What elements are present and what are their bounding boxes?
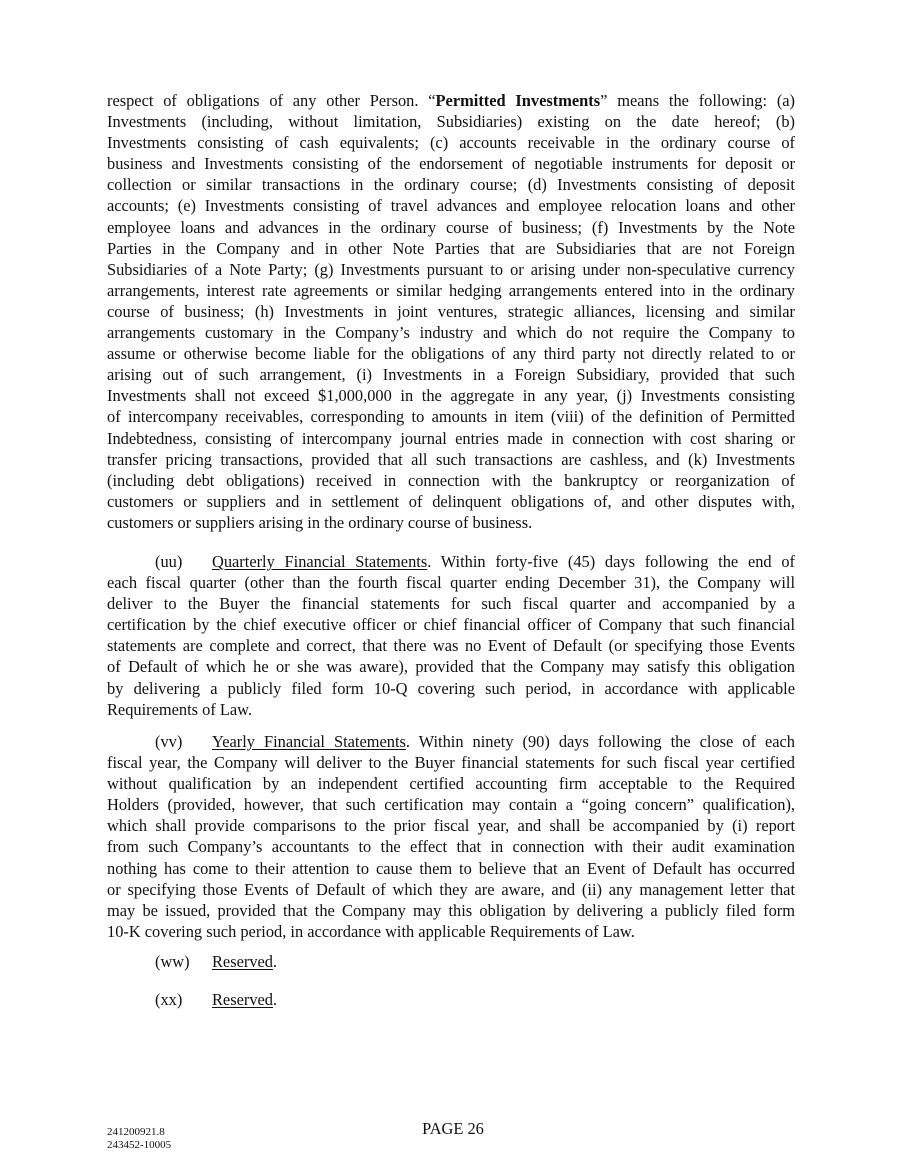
text-line: may be issued, provided that the Company may this obligation by delivering a publicly filed form <box>107 900 795 920</box>
text-line: each fiscal quarter (other than the fourth fiscal quarter ending December 31), the Company will <box>107 573 795 593</box>
text: . Within ninety (90) days following the close of each <box>405 732 795 751</box>
section-label: (uu) <box>155 552 183 571</box>
text-line: Parties in the Company and in other Note Parties that are Subsidiaries that are not Foreign <box>107 238 795 258</box>
text-line: course of business; (h) Investments in joint ventures, strategic alliances, licensing and similar <box>107 301 795 321</box>
section-ww-reserved <box>107 951 795 972</box>
text: . Within forty-five (45) days following the end of <box>427 552 795 571</box>
text: respect of obligations of any other Person. “ <box>107 91 436 110</box>
text-line: which shall provide comparisons to the prior fiscal year, and shall be accompanied by (i) report <box>107 816 795 836</box>
text-line: of intercompany receivables, corresponding to amounts in item (viii) of the definition of Permitted <box>107 407 795 427</box>
text-line: statements are complete and correct, that there was no Event of Default (or specifying those Events <box>107 636 795 656</box>
text-line: customers or suppliers arising in the ordinary course of business. <box>107 512 533 532</box>
text-line: Holders (provided, however, that such certification may contain a “going concern” qualification), <box>107 795 795 815</box>
text-line: of Default of which he or she was aware), provided that the Company may satisfy this obligation <box>107 657 795 677</box>
section-vv-yearly-financial-statements <box>107 731 795 942</box>
text-line: deliver to the Buyer the financial statements for such fiscal quarter and accompanied by a <box>107 594 795 614</box>
text-line: nothing has come to their attention to cause them to believe that an Event of Default has occurred <box>107 858 795 878</box>
text-line: or specifying those Events of Default of which they are aware, and (ii) any management letter that <box>107 879 795 899</box>
text-line: from such Company’s accountants to the effect that in connection with their audit examination <box>107 837 795 857</box>
text-line: Requirements of Law. <box>107 699 253 719</box>
text-line: Investments shall not exceed $1,000,000 in the aggregate in any year, (j) Investments consisting <box>107 386 795 406</box>
doc-id-line: 243452-10005 <box>107 1139 172 1151</box>
text-line: without qualification by an independent certified accounting firm acceptable to the Required <box>107 774 795 794</box>
text-line: arising out of such arrangement, (i) Investments in a Foreign Subsidiary, provided that such <box>107 365 795 385</box>
section-label: (xx) <box>155 990 183 1009</box>
text-line: assume or otherwise become liable for the obligations of any third party not directly related to or <box>107 344 795 364</box>
text-line: arrangements customary in the Company’s industry and which do not require the Company to <box>107 323 795 343</box>
text-line: (including debt obligations) received in connection with the bankruptcy or reorganization of <box>107 470 795 490</box>
text: ” means the following: (a) <box>600 91 796 110</box>
text-line: accounts; (e) Investments consisting of travel advances and employee relocation loans and other <box>107 196 795 216</box>
text-line: fiscal year, the Company will deliver to the Buyer financial statements for such fiscal year certified <box>107 753 795 773</box>
text-line: certification by the chief executive officer or chief financial officer of Company that such financial <box>107 615 795 635</box>
text-line <box>107 551 795 572</box>
section-xx-reserved <box>107 989 795 1010</box>
text-line: Investments consisting of cash equivalents; (c) accounts receivable in the ordinary course of <box>107 133 795 153</box>
text-line: employee loans and advances in the ordinary course of business; (f) Investments by the Note <box>107 217 795 237</box>
text: . <box>273 990 278 1009</box>
text-line: 10-K covering such period, in accordance with applicable Requirements of Law. <box>107 921 635 941</box>
text-line: Investments (including, without limitation, Subsidiaries) existing on the date hereof; (b) <box>107 112 795 132</box>
section-title: Quarterly Financial Statements <box>212 552 428 571</box>
text-line: by delivering a publicly filed form 10-Q covering such period, in accordance with applicable <box>107 678 795 698</box>
text-line <box>107 731 795 752</box>
section-label: (ww) <box>155 952 190 971</box>
doc-id-line: 241200921.8 <box>107 1126 165 1138</box>
text-line: business and Investments consisting of the endorsement of negotiable instruments for deposit or <box>107 154 795 174</box>
text-line <box>107 951 795 972</box>
text-line <box>107 989 795 1010</box>
section-title: Yearly Financial Statements <box>212 732 406 751</box>
text-line: customers or suppliers and in settlement of delinquent obligations of, and other disputes with, <box>107 491 795 511</box>
text-line: Subsidiaries of a Note Party; (g) Investments pursuant to or arising under non-speculative currency <box>107 259 795 279</box>
text-line: Indebtedness, consisting of intercompany journal entries made in connection with cost sharing or <box>107 428 795 448</box>
defined-term: Permitted Investments <box>435 91 601 110</box>
text-line <box>107 90 795 111</box>
text-line: collection or similar transactions in the ordinary course; (d) Investments consisting of deposit <box>107 175 795 195</box>
text-line: transfer pricing transactions, provided that all such transactions are cashless, and (k) Investments <box>107 449 795 469</box>
section-label: (vv) <box>155 732 183 751</box>
text-line: arrangements, interest rate agreements or similar hedging arrangements entered into in the ordinary <box>107 280 795 300</box>
text: . <box>273 952 278 971</box>
section-title: Reserved <box>212 952 273 971</box>
page-number: PAGE 26 <box>422 1119 484 1138</box>
permitted-investments-paragraph <box>107 90 795 533</box>
section-title: Reserved <box>212 990 273 1009</box>
section-uu-quarterly-financial-statements <box>107 551 795 720</box>
